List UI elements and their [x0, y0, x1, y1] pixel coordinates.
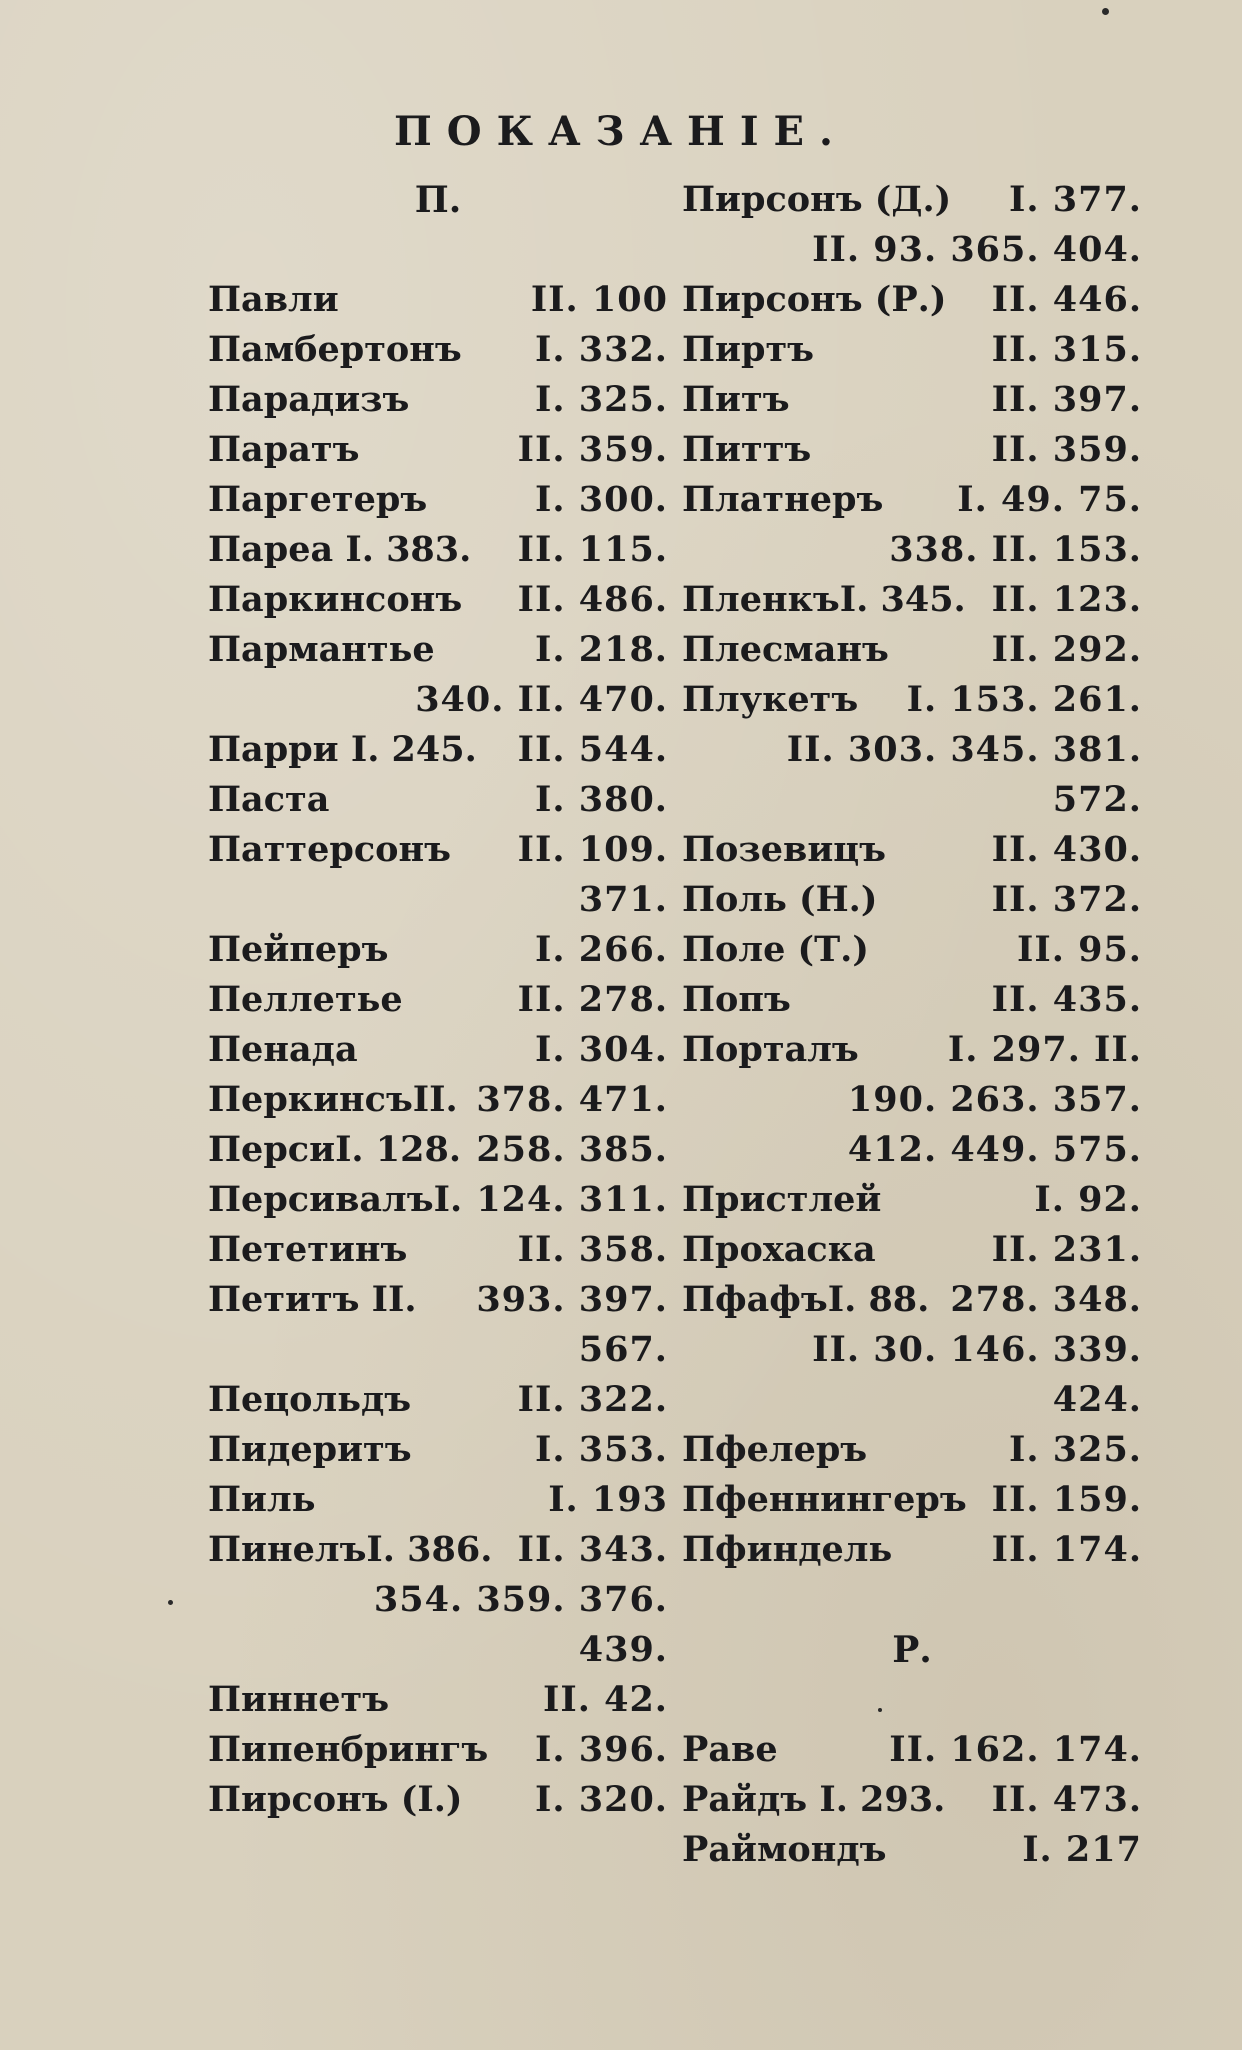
index-entry [682, 675, 1142, 725]
entry-name: ПерсивалъI. [208, 1179, 463, 1220]
entry-name: ПерсиI. 128. [208, 1129, 462, 1170]
entry-references: I. 49. 75. [957, 479, 1142, 520]
entry-references: 572. [1052, 779, 1142, 820]
index-entry [208, 325, 668, 375]
entry-name: Попъ [682, 979, 791, 1020]
letter-heading: П. [414, 179, 462, 221]
entry-name: ПеркинсъII. [208, 1079, 458, 1120]
entry-name: Пиль [208, 1479, 316, 1520]
index-entry [208, 1675, 668, 1725]
index-entry [208, 575, 668, 625]
entry-name: Пирсонъ (Р.) [682, 279, 947, 320]
index-entry [208, 475, 668, 525]
index-entry [682, 375, 1142, 425]
index-entry [682, 1275, 1142, 1325]
index-entry [208, 1075, 668, 1125]
index-continuation [682, 525, 1142, 575]
entry-references: II. 322. [517, 1379, 668, 1420]
entry-name: Пейперъ [208, 929, 389, 970]
entry-name: Пфеннингеръ [682, 1479, 967, 1520]
index-entry [682, 1425, 1142, 1475]
paper-speck [878, 1708, 882, 1712]
index-entry [208, 375, 668, 425]
index-entry [208, 1025, 668, 1075]
entry-name: ПленкъI. 345. [682, 579, 966, 620]
entry-name: Пиртъ [682, 329, 815, 370]
index-entry [682, 875, 1142, 925]
entry-name: Прохаска [682, 1229, 876, 1270]
index-entry [208, 1525, 668, 1575]
entry-name: Пипенбрингъ [208, 1729, 489, 1770]
entry-references: II. 115. [517, 529, 668, 570]
index-entry [682, 1825, 1142, 1875]
entry-references: I. 304. [535, 1029, 668, 1070]
index-entry [682, 1475, 1142, 1525]
index-continuation [682, 725, 1142, 775]
index-entry [208, 1125, 668, 1175]
entry-name: ПинелъI. 386. [208, 1529, 493, 1570]
entry-name: Пфелеръ [682, 1429, 868, 1470]
entry-references: II. 358. [517, 1229, 668, 1270]
letter-heading: Р. [892, 1629, 932, 1671]
entry-references: II. 278. [517, 979, 668, 1020]
index-continuation [208, 1625, 668, 1675]
entry-references: II. 231. [991, 1229, 1142, 1270]
entry-references: I. 300. [535, 479, 668, 520]
entry-name: Питтъ [682, 429, 812, 470]
index-entry [208, 775, 668, 825]
entry-references: 378. 471. [476, 1079, 668, 1120]
entry-references: I. 325. [535, 379, 668, 420]
entry-references: 424. [1052, 1379, 1142, 1420]
entry-name: Паста [208, 779, 330, 820]
index-continuation [682, 1325, 1142, 1375]
entry-references: II. 42. [542, 1679, 668, 1720]
index-entry [208, 275, 668, 325]
entry-references: 190. 263. 357. [847, 1079, 1142, 1120]
index-entry [208, 725, 668, 775]
entry-references: I. 325. [1009, 1429, 1142, 1470]
entry-name: Пидеритъ [208, 1429, 412, 1470]
index-entry [682, 925, 1142, 975]
index-entry [682, 175, 1142, 225]
index-entry [682, 1175, 1142, 1225]
entry-references: I. 377. [1009, 179, 1142, 220]
entry-references: 393. 397. [476, 1279, 668, 1320]
entry-references: II. 343. [517, 1529, 668, 1570]
index-continuation [682, 1125, 1142, 1175]
entry-name: Пирсонъ (Д.) [682, 179, 952, 220]
index-entry [208, 525, 668, 575]
entry-references: 258. 385. [476, 1129, 668, 1170]
entry-name: Памбертонъ [208, 329, 462, 370]
entry-references: II. 430. [991, 829, 1142, 870]
entry-references: II. 435. [991, 979, 1142, 1020]
index-entry [208, 1425, 668, 1475]
index-continuation [208, 1575, 668, 1625]
entry-references: 412. 449. 575. [847, 1129, 1142, 1170]
blank-line [682, 1675, 1142, 1725]
index-continuation [682, 225, 1142, 275]
entry-references: II. 359. [517, 429, 668, 470]
index-entry [682, 1525, 1142, 1575]
entry-name: ПфафъI. 88. [682, 1279, 930, 1320]
entry-name: Парадизъ [208, 379, 410, 420]
paper-speck [1102, 8, 1109, 15]
index-continuation [682, 1075, 1142, 1125]
entry-references: II. 486. [517, 579, 668, 620]
entry-references: I. 193 [548, 1479, 668, 1520]
entry-references: II. 30. 146. 339. [812, 1329, 1142, 1370]
entry-references: II. 359. [991, 429, 1142, 470]
entry-name: Парри I. 245. [208, 729, 477, 770]
entry-references: II. 93. 365. 404. [812, 229, 1142, 270]
index-entry [682, 1725, 1142, 1775]
entry-references: I. 396. [535, 1729, 668, 1770]
index-entry [208, 1225, 668, 1275]
entry-name: Паркинсонъ [208, 579, 463, 620]
index-entry [682, 825, 1142, 875]
entry-name: Плукетъ [682, 679, 859, 720]
entry-name: Раймондъ [682, 1829, 887, 1870]
entry-references: I. 92. [1034, 1179, 1142, 1220]
entry-references: II. 100 [530, 279, 668, 320]
entry-references: I. 320. [535, 1779, 668, 1820]
entry-references: 340. II. 470. [415, 679, 668, 720]
entry-name: Порталъ [682, 1029, 859, 1070]
entry-references: II. 544. [517, 729, 668, 770]
index-entry [208, 925, 668, 975]
entry-name: Пиннетъ [208, 1679, 390, 1720]
page-title: ПОКАЗАНІЕ. [394, 108, 848, 155]
entry-name: Поль (Н.) [682, 879, 878, 920]
entry-name: Паттерсонъ [208, 829, 451, 870]
entry-references: II. 109. [517, 829, 668, 870]
index-entry [682, 625, 1142, 675]
entry-references: 567. [578, 1329, 668, 1370]
entry-references: II. 372. [991, 879, 1142, 920]
index-entry [682, 325, 1142, 375]
entry-references: II. 159. [991, 1479, 1142, 1520]
entry-name: Платнеръ [682, 479, 884, 520]
entry-references: II. 303. 345. 381. [786, 729, 1142, 770]
entry-name: Плесманъ [682, 629, 889, 670]
entry-references: II. 446. [991, 279, 1142, 320]
entry-references: I. 153. 261. [906, 679, 1142, 720]
entry-references: II. 95. [1016, 929, 1142, 970]
entry-references: I. 217 [1022, 1829, 1142, 1870]
entry-references: II. 174. [991, 1529, 1142, 1570]
entry-references: II. 397. [991, 379, 1142, 420]
index-entry [682, 1225, 1142, 1275]
entry-name: Паргетеръ [208, 479, 428, 520]
index-entry [682, 1025, 1142, 1075]
entry-name: Пирсонъ (I.) [208, 1779, 463, 1820]
entry-name: Паратъ [208, 429, 360, 470]
index-entry [682, 975, 1142, 1025]
entry-references: 278. 348. [950, 1279, 1142, 1320]
entry-references: I. 353. [535, 1429, 668, 1470]
index-entry [208, 1775, 668, 1825]
entry-references: I. 380. [535, 779, 668, 820]
paper-speck [168, 1600, 173, 1605]
index-entry [208, 825, 668, 875]
index-entry [208, 975, 668, 1025]
index-continuation [682, 775, 1142, 825]
index-entry [208, 425, 668, 475]
entry-references: 439. [578, 1629, 668, 1670]
entry-name: Павли [208, 279, 339, 320]
entry-references: II. 473. [991, 1779, 1142, 1820]
entry-name: Пармантье [208, 629, 435, 670]
index-entry [208, 1175, 668, 1225]
entry-name: Питъ [682, 379, 790, 420]
entry-name: Поле (Т.) [682, 929, 869, 970]
entry-name: Раве [682, 1729, 778, 1770]
entry-references: 338. II. 153. [889, 529, 1142, 570]
index-entry [682, 275, 1142, 325]
entry-references: II. 123. [991, 579, 1142, 620]
index-continuation [208, 675, 668, 725]
index-entry [208, 1375, 668, 1425]
index-continuation [208, 1325, 668, 1375]
entry-references: II. 162. 174. [889, 1729, 1142, 1770]
index-entry [208, 1475, 668, 1525]
entry-name: Пеллетье [208, 979, 403, 1020]
entry-references: I. 218. [535, 629, 668, 670]
index-entry [682, 575, 1142, 625]
entry-name: Пететинъ [208, 1229, 408, 1270]
entry-references: 354. 359. 376. [373, 1579, 668, 1620]
entry-name: Петитъ II. [208, 1279, 417, 1320]
entry-name: Парea I. 383. [208, 529, 472, 570]
entry-references: II. 292. [991, 629, 1142, 670]
entry-references: 124. 311. [476, 1179, 668, 1220]
index-entry [208, 1275, 668, 1325]
entry-references: 371. [578, 879, 668, 920]
entry-references: I. 266. [535, 929, 668, 970]
entry-references: I. 297. II. [947, 1029, 1142, 1070]
blank-line [682, 1575, 1142, 1625]
index-column-left [208, 175, 668, 1825]
entry-name: Позевицъ [682, 829, 886, 870]
index-continuation [208, 875, 668, 925]
index-column-right [682, 175, 1142, 1875]
entry-name: Пристлей [682, 1179, 882, 1220]
entry-name: Райдъ I. 293. [682, 1779, 946, 1820]
index-entry [208, 625, 668, 675]
entry-name: Пенада [208, 1029, 358, 1070]
index-entry [682, 425, 1142, 475]
index-continuation [682, 1375, 1142, 1425]
entry-name: Пфиндель [682, 1529, 893, 1570]
entry-references: I. 332. [535, 329, 668, 370]
entry-references: II. 315. [991, 329, 1142, 370]
entry-name: Пецольдъ [208, 1379, 412, 1420]
index-entry [682, 475, 1142, 525]
index-entry [682, 1775, 1142, 1825]
index-entry [208, 1725, 668, 1775]
blank-line [208, 225, 668, 275]
